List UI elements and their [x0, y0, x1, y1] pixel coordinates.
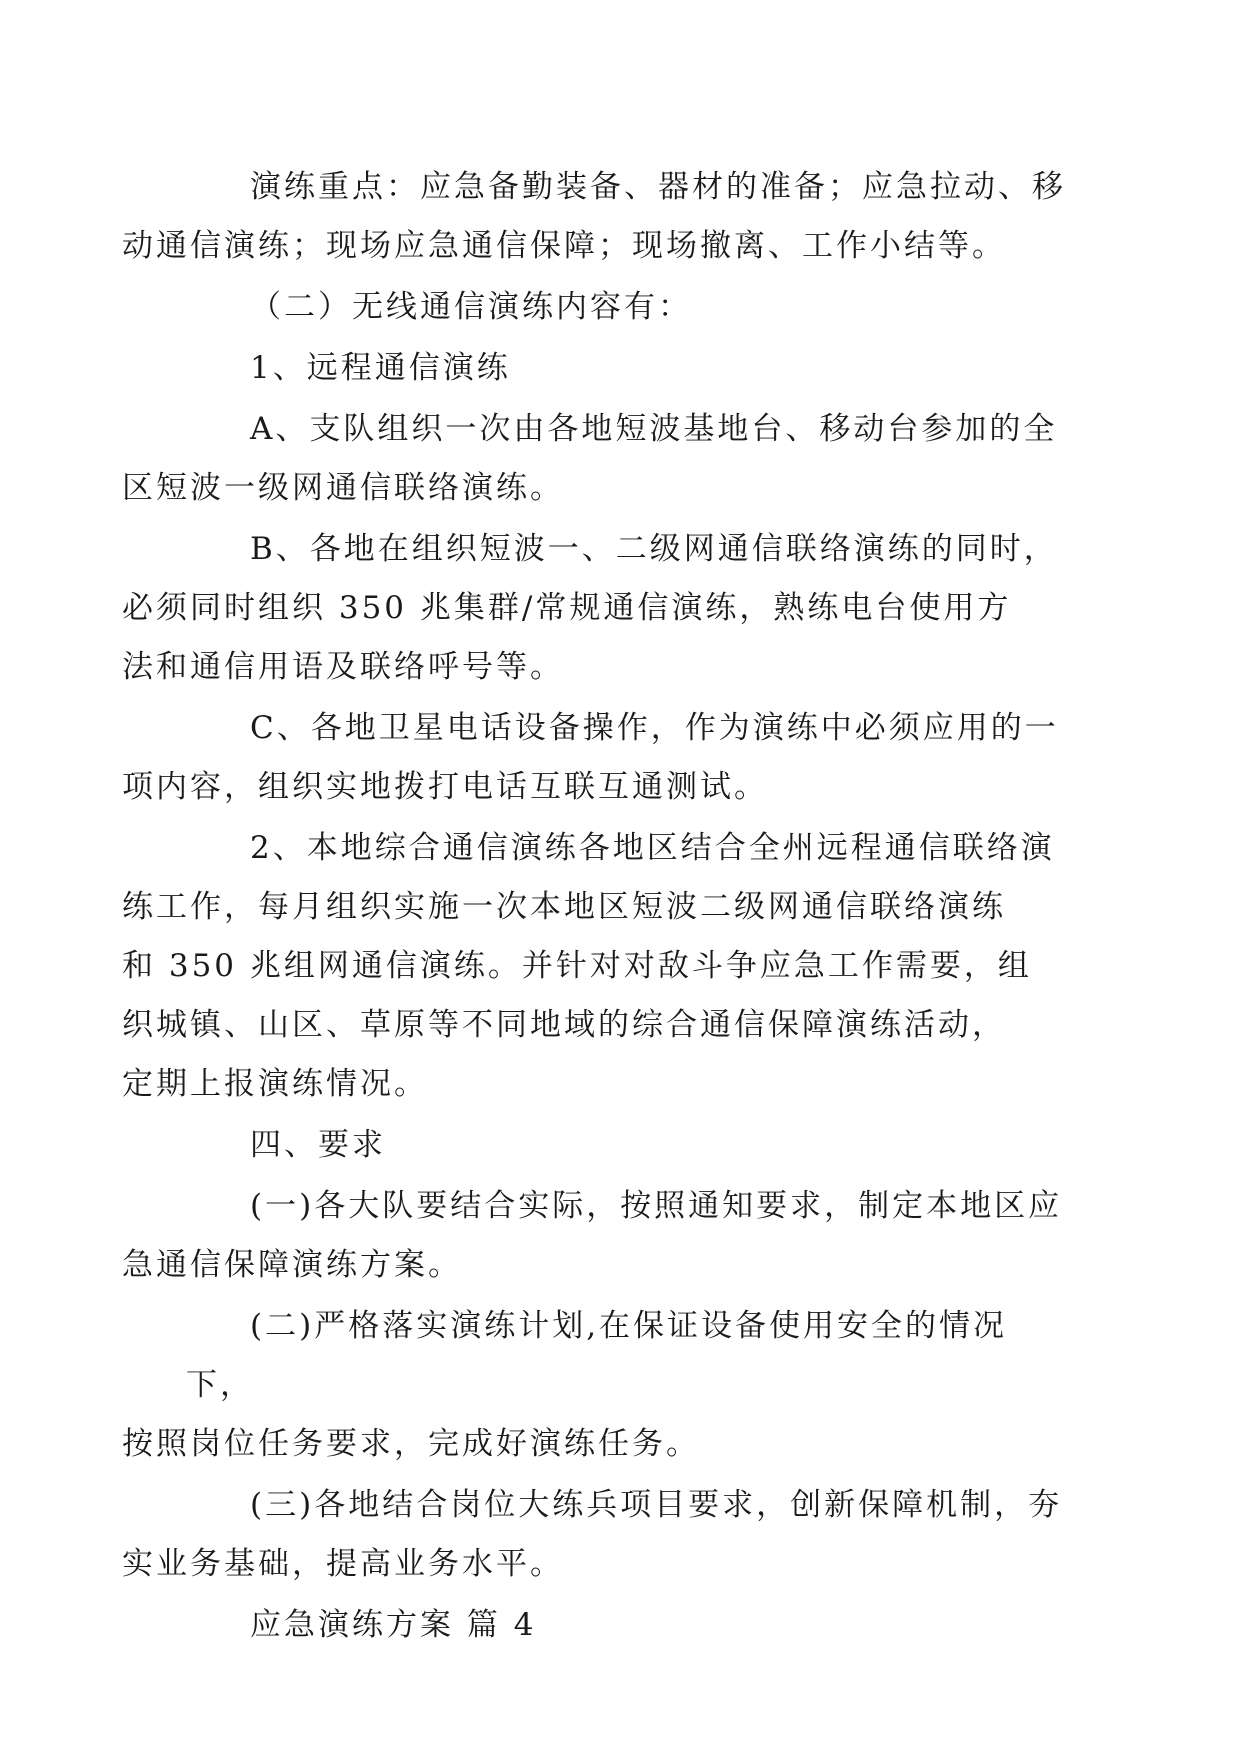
paragraph [122, 400, 1066, 518]
paragraph [122, 699, 1066, 817]
paragraph-line: 按照岗位任务要求，完成好演练任务。 [122, 1426, 700, 1462]
paragraph-line: A、支队组织一次由各地短波基地台、移动台参加的全 [250, 411, 1058, 447]
paragraph-line: （二）无线通信演练内容有： [250, 289, 692, 325]
paragraph [186, 339, 1066, 398]
paragraph-line: (三)各地结合岗位大练兵项目要求，创新保障机制，夯 [250, 1487, 1063, 1523]
paragraph [186, 1116, 1066, 1175]
paragraph [186, 1596, 1066, 1655]
paragraph [122, 1476, 1066, 1594]
paragraph-line: 织城镇、山区、草原等不同地域的综合通信保障演练活动， [122, 1007, 1006, 1043]
paragraph-line: B、各地在组织短波一、二级网通信联络演练的同时， [250, 531, 1058, 567]
paragraph-line: 法和通信用语及联络呼号等。 [122, 649, 564, 685]
paragraph [122, 1177, 1066, 1295]
paragraph [122, 520, 1066, 697]
paragraph-line: 区短波一级网通信联络演练。 [122, 470, 564, 506]
paragraph-line: 四、要求 [250, 1127, 386, 1163]
paragraph-line: 项内容，组织实地拨打电话互联互通测试。 [122, 769, 768, 805]
paragraph-line: 动通信演练；现场应急通信保障；现场撤离、工作小结等。 [122, 228, 1006, 264]
paragraph [122, 158, 1066, 276]
document-body [122, 158, 1066, 1657]
paragraph-line: 实业务基础，提高业务水平。 [122, 1546, 564, 1582]
paragraph [186, 278, 1066, 337]
paragraph-line: 1、远程通信演练 [250, 350, 511, 386]
paragraph-line: (一)各大队要结合实际，按照通知要求，制定本地区应 [250, 1188, 1063, 1224]
paragraph [122, 1297, 1066, 1474]
paragraph-line: 演练重点：应急备勤装备、器材的准备；应急拉动、移 [250, 169, 1066, 205]
paragraph-line: 应急演练方案 篇 4 [250, 1607, 537, 1643]
paragraph-line: 必须同时组织 350 兆集群/常规通信演练，熟练电台使用方 [122, 590, 1012, 626]
paragraph-line: (二)严格落实演练计划,在保证设备使用安全的情况下， [186, 1308, 1008, 1403]
paragraph-line: 急通信保障演练方案。 [122, 1247, 462, 1283]
paragraph-line: 练工作，每月组织实施一次本地区短波二级网通信联络演练 [122, 889, 1006, 925]
paragraph-line: 定期上报演练情况。 [122, 1066, 428, 1102]
paragraph-line: 和 350 兆组网通信演练。并针对对敌斗争应急工作需要，组 [122, 948, 1032, 984]
paragraph-line: 2、本地综合通信演练各地区结合全州远程通信联络演 [250, 830, 1055, 866]
paragraph [122, 819, 1066, 1114]
paragraph-line: C、各地卫星电话设备操作，作为演练中必须应用的一 [250, 710, 1059, 746]
